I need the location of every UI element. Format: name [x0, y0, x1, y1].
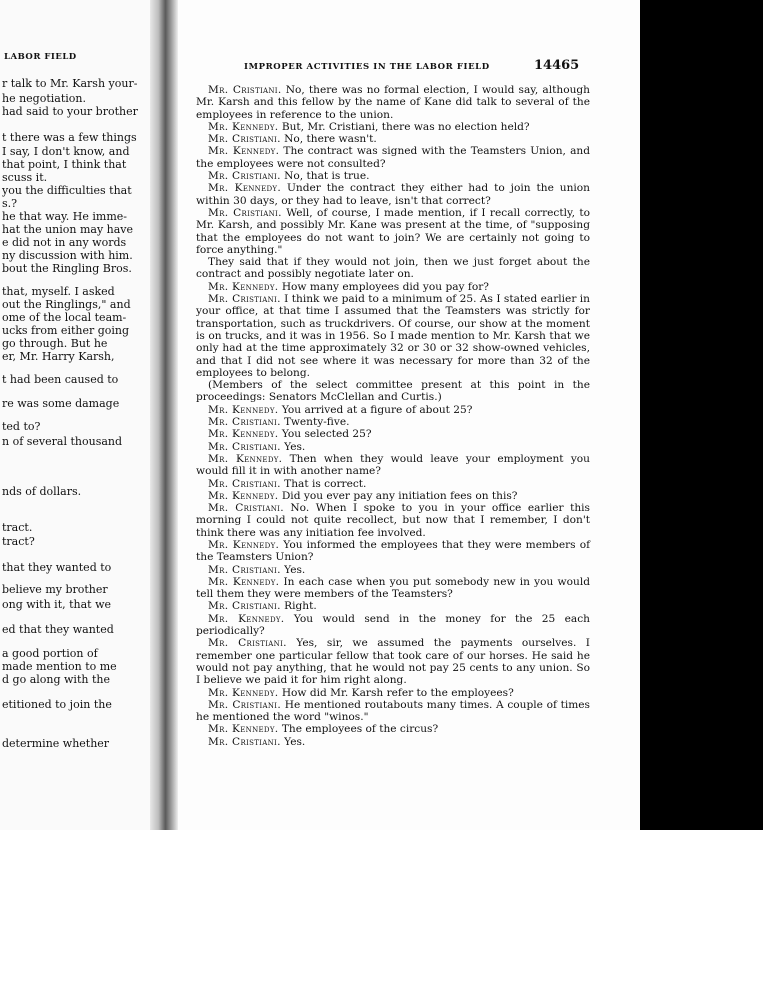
speaker-name: Mr. Cristiani. [208, 293, 281, 306]
left-text-line: tract? [2, 535, 35, 548]
speech-text: Twenty-five. [284, 416, 350, 429]
speaker-name: Mr. Cristiani. [208, 170, 281, 183]
speaker-name: Mr. Cristiani. [208, 440, 281, 453]
left-running-head: LABOR FIELD [4, 52, 77, 62]
speech-text: Yes. [284, 440, 306, 453]
speaker-name: Mr. Cristiani. [208, 698, 282, 711]
speaker-name: Mr. Cristiani. [208, 133, 281, 146]
left-text-line: er, Mr. Harry Karsh, [2, 350, 115, 363]
testimony-paragraph [196, 404, 590, 416]
speech-text: How did Mr. Karsh refer to the employees? [281, 686, 514, 699]
left-text-line: bout the Ringling Bros. [2, 262, 132, 275]
speech-text: You selected 25? [281, 428, 372, 441]
left-text-line: ome of the local team- [2, 311, 127, 324]
speech-text: You informed the employees that they were members of the Teamsters Union? [196, 538, 590, 564]
left-text-line: a good portion of [2, 647, 98, 660]
speech-text: Under the contract they either had to join the union within 30 days, or they had to leave, isn't that correct? [196, 182, 591, 207]
speech-text: The employees of the circus? [281, 723, 439, 736]
testimony-paragraph [196, 637, 590, 686]
speech-text: (Members of the select committee present at this point in the proceedings: Senators McClellan and Curtis.) [196, 379, 590, 404]
testimony-paragraph [196, 576, 590, 601]
left-text-line: had said to your brother [2, 105, 138, 118]
testimony-paragraph [196, 416, 590, 428]
testimony-paragraph [196, 133, 590, 145]
speech-text: Yes, sir, we assumed the payments ourselves. I remember one particular fellow that took care of our horses. He said he would not pay anything, that he would not pay 25 cents to any union. So I believe we paid it for him right along. [196, 637, 590, 687]
testimony-paragraph [196, 453, 590, 478]
left-text-line: e did not in any words [2, 236, 127, 249]
testimony-paragraph [196, 699, 590, 724]
testimony-paragraph [196, 379, 590, 404]
left-text-line: nds of dollars. [2, 485, 82, 498]
speech-text: No, that is true. [284, 170, 370, 183]
speaker-name: Mr. Kennedy. [208, 723, 279, 736]
testimony-paragraph [196, 564, 590, 576]
speech-text: I think we paid to a minimum of 25. As I stated earlier in your office, at that time I assumed that the Teamsters was strictly for transportation, such as truckdrivers. Of course, our show at the moment is on trucks, and it was in 1956. So I made mention to Mr. Karsh that we only had at the time approximately 32 or 30 or 32 show-owned vehicles, and that I did not see where it was necessary for more than 32 of the employees to belong. [196, 293, 590, 379]
testimony-paragraph [196, 687, 590, 699]
testimony-paragraph [196, 736, 590, 748]
left-text-line: scuss it. [2, 171, 48, 184]
speaker-name: Mr. Kennedy. [208, 182, 282, 195]
left-page-fragment [0, 0, 150, 830]
speaker-name: Mr. Cristiani. [208, 735, 281, 748]
speech-text: How many employees did you pay for? [281, 280, 489, 293]
speech-text: In each case when you put somebody new in you would tell them they were members of the Teamsters? [196, 575, 590, 601]
left-text-line: he that way. He imme- [2, 210, 127, 223]
speech-text: Did you ever pay any initiation fees on this? [281, 489, 518, 502]
speaker-name: Mr. Kennedy. [208, 403, 279, 416]
scanner-margin [0, 830, 763, 990]
left-text-line: n of several thousand [2, 435, 123, 448]
left-text-line: out the Ringlings," and [2, 298, 131, 311]
right-page [178, 0, 640, 830]
testimony-paragraph [196, 182, 590, 207]
left-text-line: ong with it, that we [2, 598, 112, 611]
speaker-name: Mr. Cristiani. [208, 502, 284, 515]
testimony-paragraph [196, 723, 590, 735]
testimony-paragraph [196, 170, 590, 182]
testimony-paragraph [196, 502, 590, 539]
speech-text: They said that if they would not join, then we just forget about the contract and possibly negotiate later on. [196, 256, 590, 281]
speech-text: But, Mr. Cristiani, there was no election held? [281, 120, 530, 133]
speech-text: Well, of course, I made mention, if I recall correctly, to Mr. Karsh, and possibly Mr. Kane was present at the time, of "supposing that the employees do not want to join? We are certainly not going to force anything." [196, 206, 590, 256]
speech-text: That is correct. [284, 477, 367, 490]
speech-text: You would send in the money for the 25 each periodically? [196, 612, 590, 638]
left-text-line: re was some damage [2, 397, 120, 410]
speaker-name: Mr. Kennedy. [208, 575, 280, 588]
left-text-line: tract. [2, 521, 33, 534]
left-text-line: made mention to me [2, 660, 117, 673]
speech-text: No, there wasn't. [284, 133, 377, 146]
speaker-name: Mr. Kennedy. [208, 489, 279, 502]
speaker-name: Mr. Kennedy. [208, 686, 279, 699]
speech-text: Right. [284, 600, 317, 613]
speech-text: You arrived at a figure of about 25? [281, 403, 473, 416]
testimony-paragraph [196, 207, 590, 256]
speaker-name: Mr. Cristiani. [208, 416, 281, 429]
left-text-line: you the difficulties that [2, 184, 132, 197]
testimony-paragraph [196, 145, 590, 170]
left-text-line: t had been caused to [2, 373, 119, 386]
speaker-name: Mr. Kennedy. [208, 612, 285, 625]
speaker-name: Mr. Kennedy. [208, 145, 280, 158]
left-text-line: ed that they wanted [2, 623, 114, 636]
left-text-line: go through. But he [2, 337, 108, 350]
speech-text: No, there was no formal election, I would say, although Mr. Karsh and this fellow by the name of Kane did talk to several of the employees in reference to the union. [196, 84, 590, 121]
testimony-paragraph [196, 256, 590, 281]
testimony-paragraph [196, 539, 590, 564]
speaker-name: Mr. Kennedy. [208, 452, 283, 465]
speech-text: No. When I spoke to you in your office earlier this morning I could not quite recollect, but now that I remember, I don't think there was any initiation fee involved. [196, 502, 590, 539]
testimony-paragraph [196, 613, 590, 638]
left-text-line: he negotiation. [2, 92, 86, 105]
left-text-line: that point, I think that [2, 158, 127, 171]
testimony-paragraph [196, 600, 590, 612]
speech-text: Then when they would leave your employment you would fill it in with another name? [196, 452, 591, 478]
speech-text: The contract was signed with the Teamsters Union, and the employees were not consulted? [196, 145, 590, 170]
testimony-paragraph [196, 281, 590, 293]
testimony-paragraph [196, 490, 590, 502]
speaker-name: Mr. Kennedy. [208, 280, 279, 293]
speaker-name: Mr. Cristiani. [208, 206, 282, 219]
left-text-line: that, myself. I asked [2, 285, 115, 298]
left-text-line: I say, I don't know, and [2, 145, 130, 158]
left-text-line: that they wanted to [2, 561, 112, 574]
left-text-line: etitioned to join the [2, 698, 112, 711]
speech-text: Yes. [284, 563, 306, 576]
left-text-line: hat the union may have [2, 223, 134, 236]
left-text-line: s.? [2, 197, 18, 210]
testimony-paragraph [196, 293, 590, 379]
left-text-line: ucks from either going [2, 324, 130, 337]
speech-text: Yes. [284, 735, 306, 748]
speaker-name: Mr. Kennedy. [208, 428, 279, 441]
speaker-name: Mr. Cristiani. [208, 600, 281, 613]
speaker-name: Mr. Cristiani. [208, 637, 287, 650]
testimony-text [196, 84, 590, 748]
testimony-paragraph [196, 428, 590, 440]
testimony-paragraph [196, 441, 590, 453]
left-text-line: believe my brother [2, 583, 108, 596]
running-head: IMPROPER ACTIVITIES IN THE LABOR FIELD [244, 62, 490, 72]
speaker-name: Mr. Cristiani. [208, 563, 281, 576]
testimony-paragraph [196, 121, 590, 133]
speaker-name: Mr. Kennedy. [208, 538, 280, 551]
page-number: 14465 [534, 58, 580, 73]
left-text-line: d go along with the [2, 673, 110, 686]
book-gutter [150, 0, 178, 830]
left-text-line: ny discussion with him. [2, 249, 133, 262]
left-text-line: t there was a few things [2, 131, 137, 144]
testimony-paragraph [196, 84, 590, 121]
left-text-line: determine whether [2, 737, 110, 750]
speech-text: He mentioned routabouts many times. A couple of times he mentioned the word "winos." [196, 698, 590, 724]
left-text-line: r talk to Mr. Karsh your- [2, 77, 138, 90]
speaker-name: Mr. Cristiani. [208, 477, 281, 490]
speaker-name: Mr. Kennedy. [208, 120, 279, 133]
left-text-line: ted to? [2, 420, 41, 433]
testimony-paragraph [196, 478, 590, 490]
speaker-name: Mr. Cristiani. [208, 84, 282, 96]
